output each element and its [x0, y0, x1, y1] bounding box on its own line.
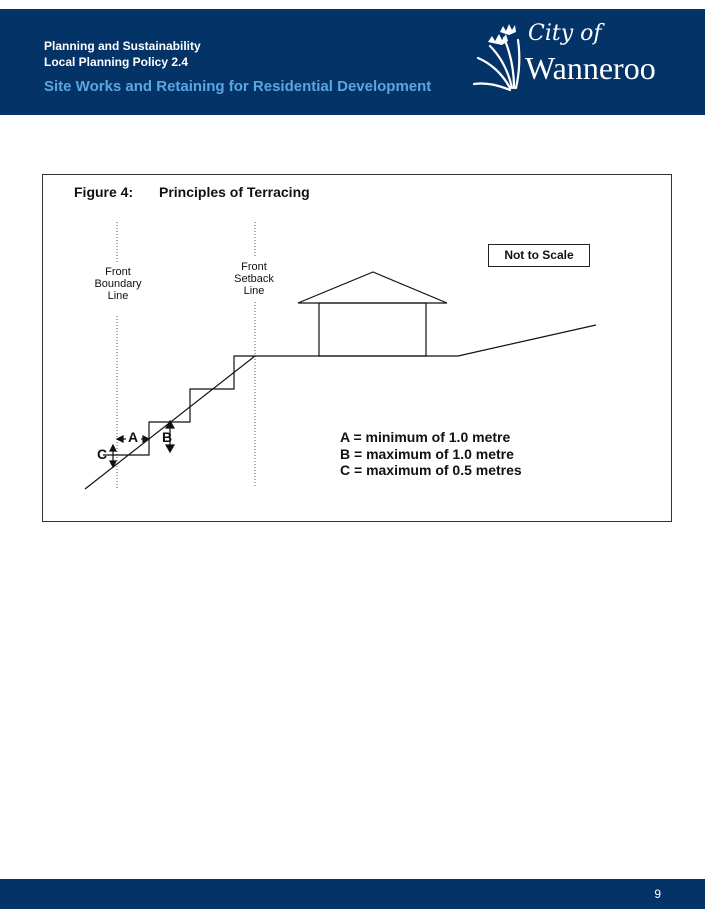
header-department: Planning and Sustainability	[44, 39, 201, 53]
page-number: 9	[654, 887, 661, 901]
house-body	[319, 303, 426, 356]
dimension-c-label: C	[97, 446, 108, 462]
page-footer	[0, 879, 705, 909]
not-to-scale-label: Not to Scale	[488, 244, 590, 267]
legend-c: C = maximum of 0.5 metres	[340, 462, 522, 478]
terrace-steps	[103, 356, 255, 455]
header-policy-number: Local Planning Policy 2.4	[44, 55, 189, 69]
header-policy-title: Site Works and Retaining for Residential Development	[44, 78, 432, 95]
figure-title: Principles of Terracing	[159, 184, 310, 200]
logo-name: Wanneroo	[525, 50, 656, 86]
figure-number: Figure 4:	[74, 184, 134, 200]
dimension-c-arrow	[110, 445, 116, 467]
legend-a: A = minimum of 1.0 metre	[340, 429, 511, 445]
dimension-b-label: B	[162, 429, 173, 445]
front-setback-label: Front Setback Line	[234, 261, 274, 297]
dimension-a-label: A	[128, 429, 139, 445]
front-boundary-label: Front Boundary Line	[94, 266, 142, 302]
house-roof	[298, 272, 447, 303]
legend-b: B = maximum of 1.0 metre	[340, 446, 514, 462]
logo-prefix: City of	[528, 21, 602, 46]
